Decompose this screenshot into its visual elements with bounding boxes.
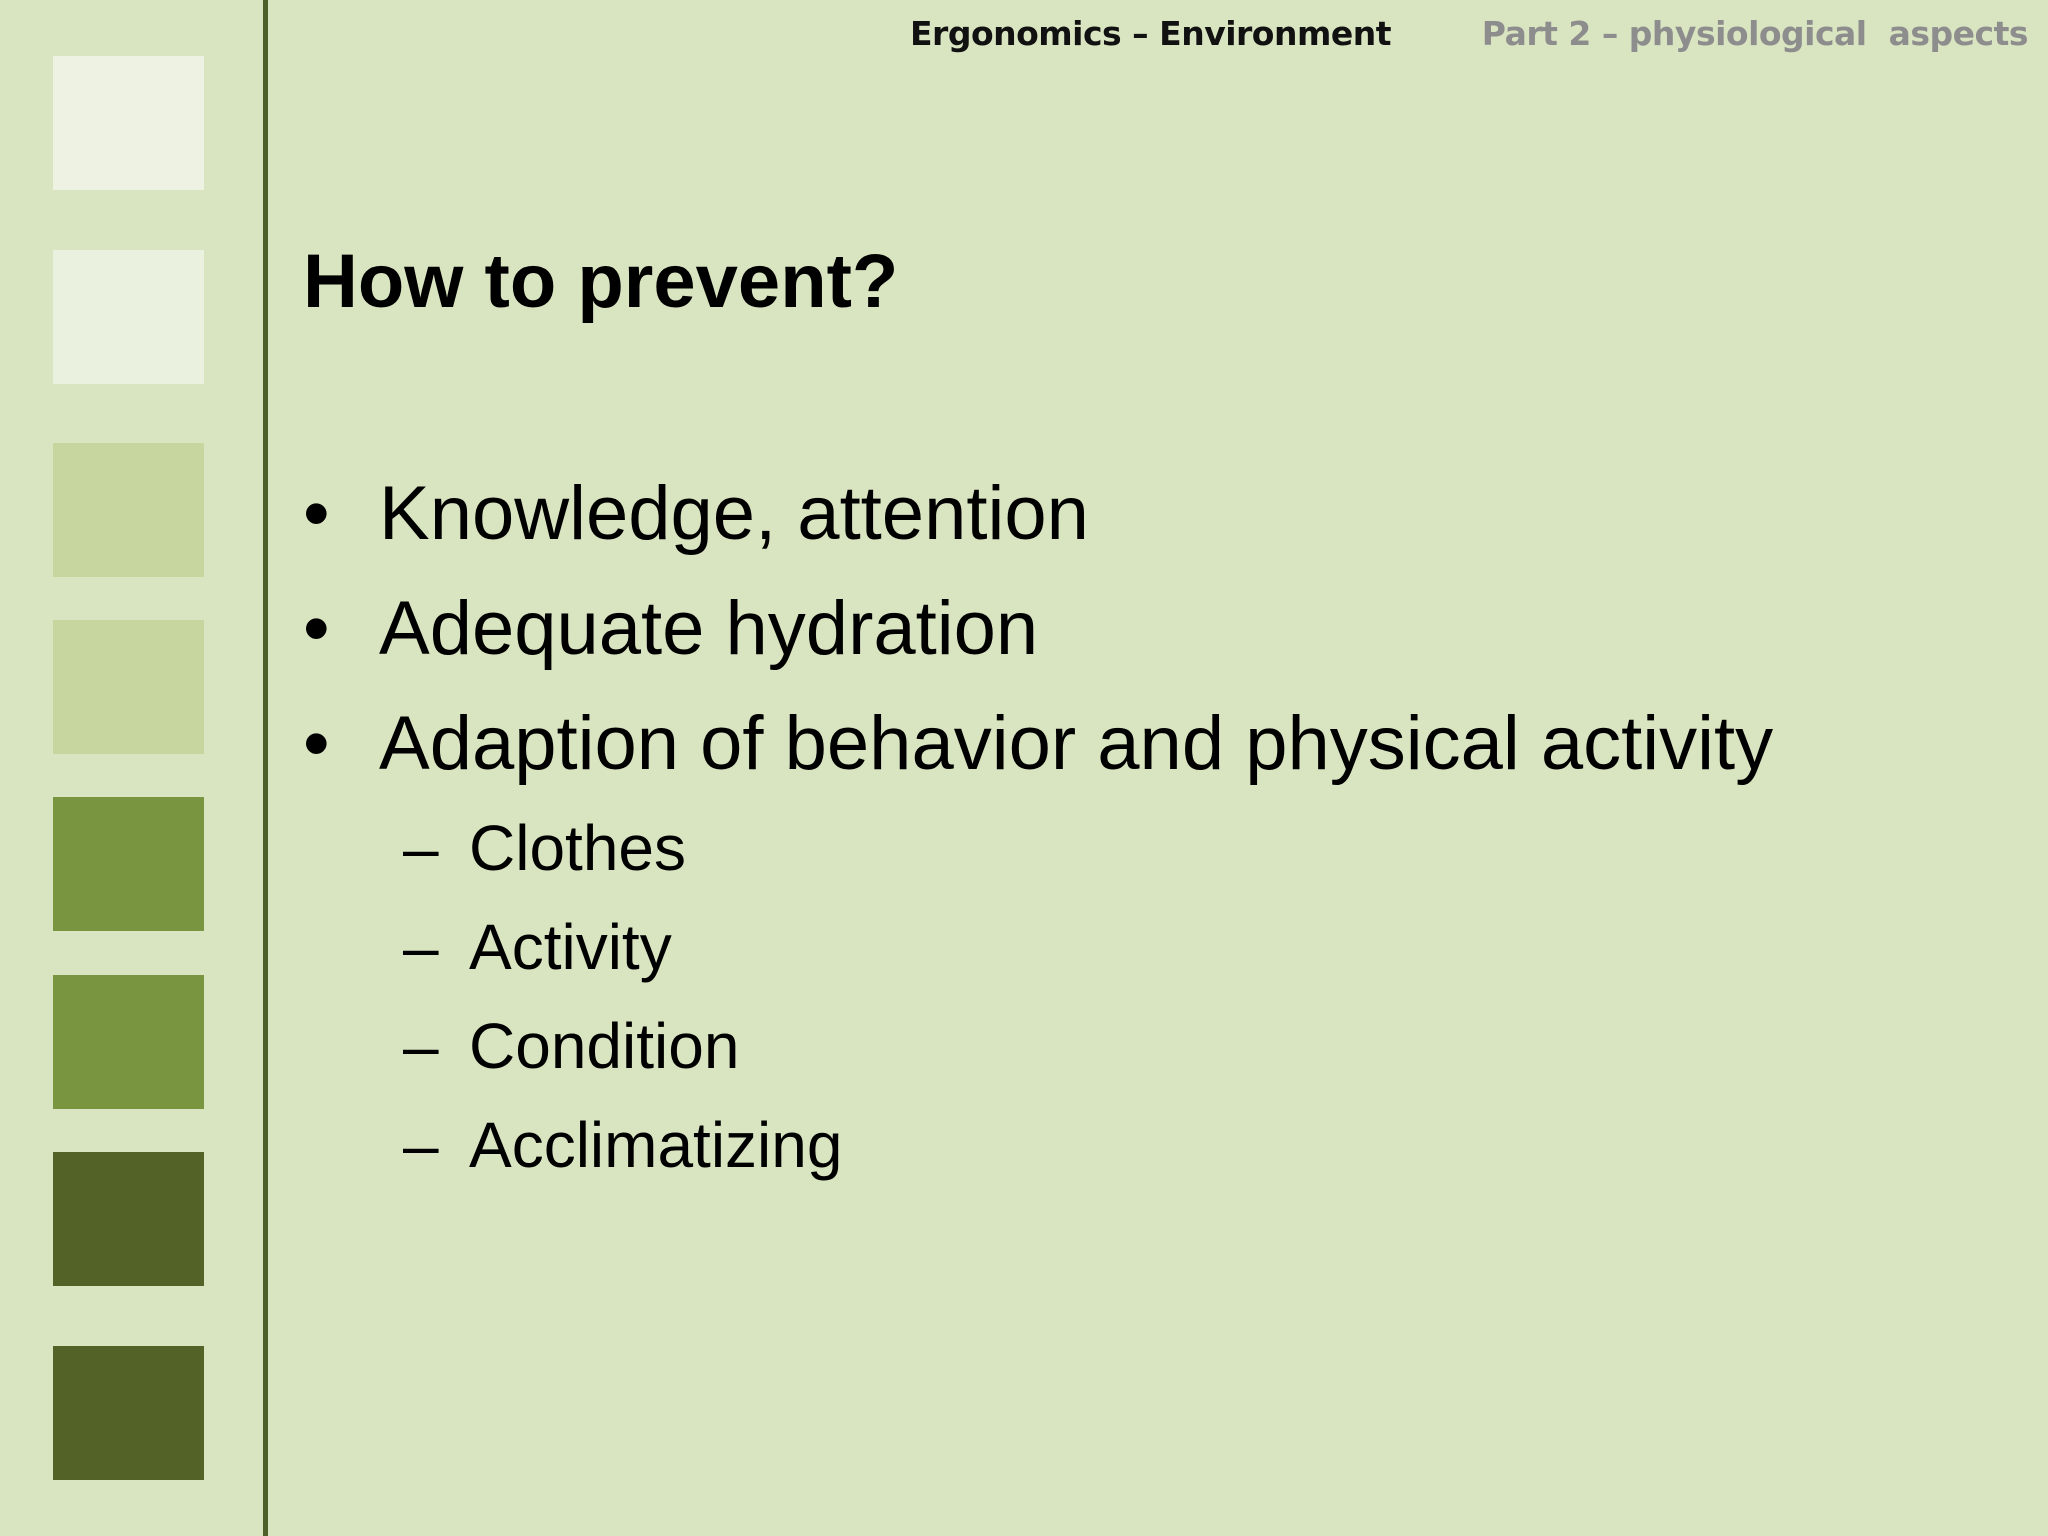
bullet-marker: • [303,471,330,556]
bullet-marker: • [303,586,330,671]
sub-bullet-text: Activity [469,911,672,983]
vertical-divider [263,0,268,1536]
sub-bullet-marker: – [403,812,439,884]
sub-bullet-marker: – [403,1109,439,1181]
sub-bullet-text: Clothes [469,812,686,884]
course-title: Ergonomics – Environment [910,14,1391,53]
decorative-square-1 [53,56,204,190]
decorative-square-2 [53,250,204,384]
bullet-text: Adequate hydration [379,586,1039,671]
sub-bullet-text: Acclimatizing [469,1109,843,1181]
decorative-square-3 [53,443,204,577]
decorative-square-8 [53,1346,204,1480]
slide-title: How to prevent? [303,239,899,324]
decorative-square-6 [53,975,204,1109]
bullet-text: Knowledge, attention [379,471,1089,556]
sub-bullet-marker: – [403,911,439,983]
bullet-marker: • [303,701,330,786]
part-title: Part 2 – physiological aspects [1481,14,2028,53]
decorative-square-7 [53,1152,204,1286]
bullet-text: Adaption of behavior and physical activity [379,701,1774,786]
decorative-square-4 [53,620,204,754]
sub-bullet-marker: – [403,1010,439,1082]
sub-bullet-text: Condition [469,1010,740,1082]
decorative-square-5 [53,797,204,931]
